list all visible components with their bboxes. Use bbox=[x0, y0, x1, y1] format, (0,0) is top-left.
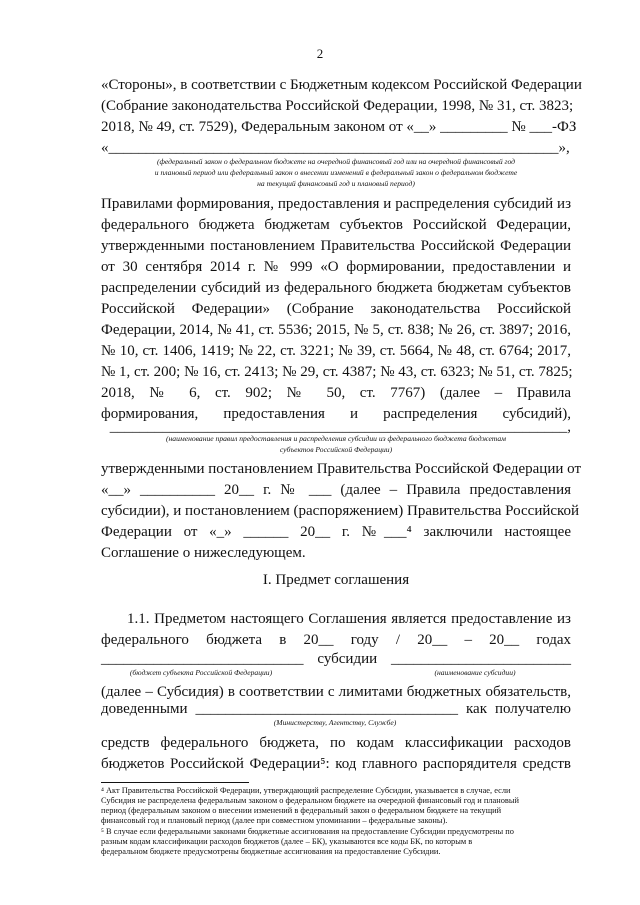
text-line: Правилами формирования, предоставления и распределения субсидий из bbox=[101, 196, 571, 212]
section-heading: I. Предмет соглашения bbox=[262, 572, 410, 588]
text-line: формирования, предоставления и распределения субсидий), bbox=[101, 406, 571, 422]
footnote-caption: (Министерству, Агентству, Службе) bbox=[273, 718, 397, 727]
text-line: Федерации от «_» ______ 20__ г. №___⁴ заключили настоящее bbox=[101, 524, 571, 540]
text-line: от 30 сентября 2014 г. № 999 «О формировании, предоставлении и bbox=[101, 259, 571, 275]
text-line: федерального бюджета бюджетам субъектов Российской Федерации, bbox=[101, 217, 571, 233]
text-line: Соглашение о нижеследующем. bbox=[101, 545, 306, 561]
text-line: утвержденными постановлением Правительства Российской Федерации от bbox=[101, 461, 581, 477]
text-line: Российской Федерации» (Собрание законодательства Российской bbox=[101, 301, 571, 317]
text-line: средств федерального бюджета, по кодам классификации расходов bbox=[101, 735, 571, 751]
footnote-text: ⁴ Акт Правительства Российской Федерации, утверждающий распределение Субсидии, указывается в случае, если bbox=[101, 786, 511, 795]
text-line: субсидии), и постановлением (распоряжением) Правительства Российской bbox=[101, 503, 580, 519]
footnote-caption: (наименование правил предоставления и распределения субсидии из федерального бюджета бюджетам bbox=[166, 434, 506, 443]
footnote-caption: субъектов Российской Федерации) bbox=[279, 445, 393, 454]
footnote-text: федеральном бюджете предусмотрены бюджетные ассигнования на предоставление Субсидии. bbox=[101, 847, 441, 856]
text-line: бюджетов Российской Федерации⁵: код главного распорядителя средств bbox=[101, 756, 571, 772]
footnote-text: ⁵ В случае если федеральными законами бюджетные ассигнования на предоставление Субсидии предусмотрены по bbox=[101, 827, 514, 836]
text-line: 2018, № 49, ст. 7529), Федеральным законом от «__» _________ № ___-ФЗ bbox=[101, 119, 577, 135]
text-line: «Стороны», в соответствии с Бюджетным кодексом Российской Федерации bbox=[101, 77, 582, 93]
text-line: ___________________________ субсидии ________________________ bbox=[101, 651, 571, 667]
text-line: Федерации, 2014, № 41, ст. 5536; 2015, № 5, ст. 838; № 26, ст. 3897; 2016, bbox=[101, 322, 571, 338]
footnote-caption: на текущий финансовый год и плановый период) bbox=[257, 179, 415, 188]
footnote-caption: (наименование субсидии) bbox=[434, 668, 516, 677]
text-line: 1.1. Предметом настоящего Соглашения является предоставление из bbox=[127, 611, 571, 627]
footnote-caption: (федеральный закон о федеральном бюджете на очередной финансовый год или на очередной финансовый год bbox=[156, 157, 516, 166]
text-line: № 1, ст. 200; № 16, ст. 2413; № 29, ст. 4387; № 43, ст. 6323; № 51, ст. 7825; bbox=[101, 364, 573, 380]
footnote-separator bbox=[101, 782, 249, 783]
footnote-caption: и плановый период или федеральный закон о внесении изменений в федеральный закон о федеральном бюджете bbox=[154, 168, 518, 177]
text-line: доведенными ___________________________________ как получателю bbox=[101, 701, 571, 717]
footnote-text: период (федеральным законом о внесении изменений в федеральный закон о федеральном бюджете на текущий bbox=[101, 806, 502, 815]
footnote-caption: (бюджет субъекта Российской Федерации) bbox=[129, 668, 273, 677]
footnote-text: финансовый год и плановый период (далее при совместном упоминании – федеральные законы). bbox=[101, 816, 448, 825]
text-line: _____________________________________________________________, bbox=[109, 419, 571, 435]
text-line: «__» __________ 20__ г. № ___ (далее – Правила предоставления bbox=[101, 482, 571, 498]
text-line: (Собрание законодательства Российской Федерации, 1998, № 31, ст. 3823; bbox=[101, 98, 574, 114]
footnote-text: Субсидия не распределена федеральным законом о федеральном бюджете на очередной финансовый год и плановый bbox=[101, 796, 519, 805]
text-line: утвержденными постановлением Правительства Российской Федерации bbox=[101, 238, 571, 254]
text-line: 2018, № 6, ст. 902; № 50, ст. 7767) (далее – Правила bbox=[101, 385, 571, 401]
page-number: 2 bbox=[316, 46, 324, 61]
text-line: (далее – Субсидия) в соответствии с лимитами бюджетных обязательств, bbox=[101, 684, 571, 700]
text-line: федерального бюджета в 20__ году / 20__ – 20__ годах bbox=[101, 632, 571, 648]
text-line: распределении субсидий из федерального бюджета бюджетам субъектов bbox=[101, 280, 571, 296]
text-line: № 10, ст. 1406, 1419; № 22, ст. 3221; № 39, ст. 5664, № 48, ст. 6764; 2017, bbox=[101, 343, 571, 359]
text-line: «____________________________________________________________», bbox=[101, 140, 570, 156]
footnote-text: разным кодам классификации расходов бюджетов (далее – БК), указываются все коды БК, по которым в bbox=[101, 837, 473, 846]
